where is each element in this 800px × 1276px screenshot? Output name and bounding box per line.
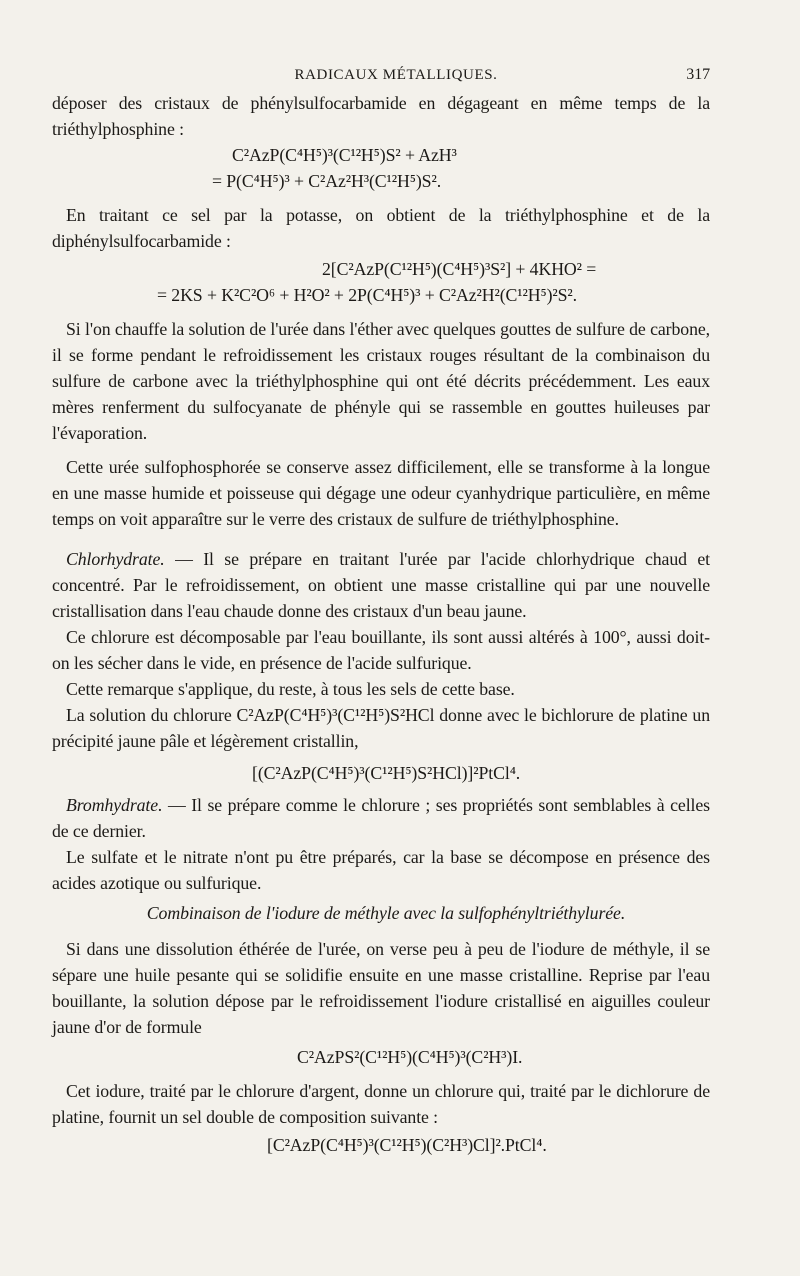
paragraph: Cet iodure, traité par le chlorure d'argent, donne un chlorure qui, traité par le dichlorure de platine, fournit un sel double de composition suivante : [52,1081,710,1127]
paragraph: La solution du chlorure C²AzP(C⁴H⁵)³(C¹²H⁵)S²HCl donne avec le bichlorure de platine un précipité jaune pâle et légèrement cristallin, [52,705,710,751]
section-heading: Combinaison de l'iodure de méthyle avec la sulfophényltriéthylurée. [146,903,626,923]
paragraph: Si l'on chauffe la solution de l'urée dans l'éther avec quelques gouttes de sulfure de carbone, il se forme pendant le refroidissement les cristaux rouges résultant de la combinaison du sulfure de carbone avec la triéthylphosphine qui ont été décrits précédemment. Les eaux mères renferment du sulfocyanate de phényle qui se rassemble en gouttes huileuses par l'évaporation. [52,319,710,443]
equation-line: = P(C⁴H⁵)³ + C²Az²H³(C¹²H⁵)S². [212,171,442,191]
paragraph-continuation: déposer des cristaux de phénylsulfocarbamide en dégageant en même temps de la triéthylphosphine : [52,93,710,139]
term-bromhydrate: Bromhydrate. [66,795,163,815]
paragraph: Ce chlorure est décomposable par l'eau bouillante, ils sont aussi altérés à 100°, aussi doit-on les sécher dans le vide, en présence de l'acide sulfurique. [52,627,710,673]
page-number: 317 [686,66,710,83]
equation-line: 2[C²AzP(C¹²H⁵)(C⁴H⁵)³S²] + 4KHO² = [322,259,597,279]
paragraph-bromhydrate [52,792,710,844]
equation-line: [(C²AzP(C⁴H⁵)³(C¹²H⁵)S²HCl)]²PtCl⁴. [252,763,521,783]
term-chlorhydrate: Chlorhydrate. [66,549,165,569]
paragraph: Le sulfate et le nitrate n'ont pu être préparés, car la base se décompose en présence des acides azotique ou sulfurique. [52,847,710,893]
running-header [52,62,710,88]
paragraph: En traitant ce sel par la potasse, on obtient de la triéthylphosphine et de la diphénylsulfocarbamide : [52,205,710,251]
equation-line: C²AzP(C⁴H⁵)³(C¹²H⁵)S² + AzH³ [232,145,457,165]
equation-line: = 2KS + K²C²O⁶ + H²O² + 2P(C⁴H⁵)³ + C²Az²H²(C¹²H⁵)²S². [157,285,577,305]
paragraph-text: — Il se prépare comme le chlorure ; ses propriétés sont semblables à celles de ce dernier. [52,795,710,841]
paragraph-text: — Il se prépare en traitant l'urée par l'acide chlorhydrique chaud et concentré. Par le refroidissement, on obtient une masse cristalline qui par une nouvelle cristallisation dans l'eau chaude donne des cristaux d'un beau jaune. [52,549,710,621]
paragraph: Cette remarque s'applique, du reste, à tous les sels de cette base. [66,679,515,699]
paragraph: Si dans une dissolution éthérée de l'urée, on verse peu à peu de l'iodure de méthyle, il se sépare une huile pesante qui se solidifie ensuite en une masse cristalline. Reprise par l'eau bouillante, la solution dépose par le refroidissement l'iodure cristallisé en aiguilles couleur jaune d'or de formule [52,939,710,1037]
equation-line: [C²AzP(C⁴H⁵)³(C¹²H⁵)(C²H³)Cl]².PtCl⁴. [267,1135,547,1155]
equation-line: C²AzPS²(C¹²H⁵)(C⁴H⁵)³(C²H³)I. [297,1047,523,1067]
paragraph: Cette urée sulfophosphorée se conserve assez difficilement, elle se transforme à la longue en une masse humide et poisseuse qui dégage une odeur cyanhydrique particulière, en même temps on voit apparaître sur le verre des cristaux de sulfure de triéthylphosphine. [52,457,710,529]
paragraph-chlorhydrate [52,546,710,624]
running-title: RADICAUX MÉTALLIQUES. [294,67,498,83]
